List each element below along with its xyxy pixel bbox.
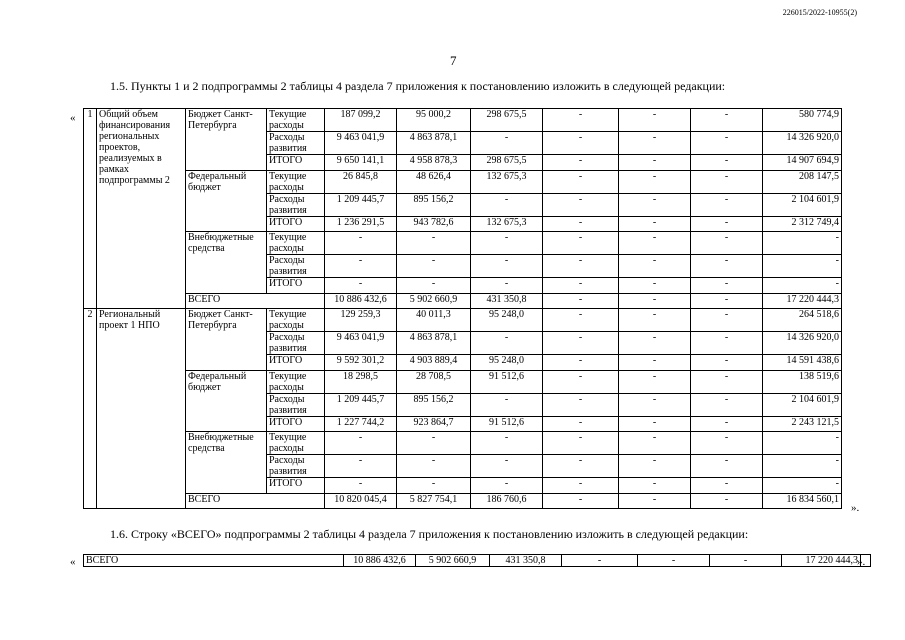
- table-row: [84, 293, 842, 309]
- value-cell: -: [619, 332, 691, 355]
- value-cell: -: [325, 478, 397, 494]
- expense-type: Расходы развития: [267, 332, 325, 355]
- value-cell: -: [619, 216, 691, 232]
- table-row: [84, 493, 842, 509]
- value-cell: 26 845,8: [325, 170, 397, 193]
- value-cell: -: [325, 455, 397, 478]
- value-cell: 431 350,8: [490, 555, 562, 567]
- value-cell: -: [763, 478, 842, 494]
- value-cell: -: [543, 355, 619, 371]
- value-cell: 943 782,6: [397, 216, 471, 232]
- expense-type: ИТОГО: [267, 278, 325, 294]
- expense-type: Текущие расходы: [267, 232, 325, 255]
- value-cell: -: [691, 332, 763, 355]
- value-cell: -: [397, 255, 471, 278]
- value-cell: -: [543, 416, 619, 432]
- value-cell: -: [397, 478, 471, 494]
- close-quote: ».: [857, 556, 866, 568]
- value-cell: -: [619, 393, 691, 416]
- value-cell: 95 248,0: [471, 355, 543, 371]
- page-number: 7: [450, 53, 457, 68]
- funding-table: [83, 108, 842, 509]
- value-cell: 2 243 121,5: [763, 416, 842, 432]
- value-cell: 18 298,5: [325, 370, 397, 393]
- value-cell: 208 147,5: [763, 170, 842, 193]
- value-cell: 10 886 432,6: [344, 555, 416, 567]
- value-cell: 48 626,4: [397, 170, 471, 193]
- value-cell: -: [471, 132, 543, 155]
- value-cell: -: [543, 493, 619, 509]
- value-cell: 298 675,5: [471, 155, 543, 171]
- value-cell: 923 864,7: [397, 416, 471, 432]
- value-cell: 138 519,6: [763, 370, 842, 393]
- value-cell: -: [619, 132, 691, 155]
- value-cell: -: [691, 193, 763, 216]
- value-cell: 4 863 878,1: [397, 332, 471, 355]
- funding-source: Бюджет Санкт-Петербурга: [186, 109, 267, 171]
- table-row: [84, 432, 842, 455]
- summary-table: [83, 554, 871, 567]
- value-cell: -: [763, 432, 842, 455]
- value-cell: -: [619, 478, 691, 494]
- value-cell: -: [543, 332, 619, 355]
- value-cell: -: [543, 193, 619, 216]
- value-cell: 2 104 601,9: [763, 393, 842, 416]
- value-cell: -: [619, 455, 691, 478]
- value-cell: 14 326 920,0: [763, 332, 842, 355]
- expense-type: Расходы развития: [267, 393, 325, 416]
- value-cell: 1 236 291,5: [325, 216, 397, 232]
- value-cell: 4 958 878,3: [397, 155, 471, 171]
- value-cell: 186 760,6: [471, 493, 543, 509]
- expense-type: Текущие расходы: [267, 432, 325, 455]
- value-cell: -: [691, 232, 763, 255]
- value-cell: -: [619, 370, 691, 393]
- value-cell: 40 011,3: [397, 309, 471, 332]
- expense-type: ИТОГО: [267, 478, 325, 494]
- value-cell: -: [543, 232, 619, 255]
- expense-type: Текущие расходы: [267, 309, 325, 332]
- value-cell: -: [691, 432, 763, 455]
- value-cell: -: [710, 555, 782, 567]
- value-cell: -: [619, 309, 691, 332]
- table-row: [84, 555, 871, 567]
- value-cell: -: [619, 293, 691, 309]
- value-cell: -: [691, 170, 763, 193]
- value-cell: 187 099,2: [325, 109, 397, 132]
- value-cell: -: [471, 278, 543, 294]
- value-cell: -: [691, 478, 763, 494]
- value-cell: 895 156,2: [397, 393, 471, 416]
- funding-source: Внебюджетные средства: [186, 432, 267, 494]
- expense-type: Текущие расходы: [267, 370, 325, 393]
- value-cell: -: [691, 278, 763, 294]
- value-cell: -: [691, 416, 763, 432]
- expense-type: ИТОГО: [267, 416, 325, 432]
- value-cell: 91 512,6: [471, 416, 543, 432]
- value-cell: 14 591 438,6: [763, 355, 842, 371]
- value-cell: -: [543, 393, 619, 416]
- value-cell: -: [619, 232, 691, 255]
- value-cell: -: [471, 193, 543, 216]
- value-cell: 895 156,2: [397, 193, 471, 216]
- value-cell: -: [397, 278, 471, 294]
- value-cell: -: [325, 278, 397, 294]
- value-cell: 1 227 744,2: [325, 416, 397, 432]
- value-cell: -: [543, 478, 619, 494]
- value-cell: 95 000,2: [397, 109, 471, 132]
- value-cell: 17 220 444,3: [763, 293, 842, 309]
- value-cell: 129 259,3: [325, 309, 397, 332]
- expense-type: ИТОГО: [267, 355, 325, 371]
- value-cell: 95 248,0: [471, 309, 543, 332]
- value-cell: 580 774,9: [763, 109, 842, 132]
- value-cell: -: [619, 193, 691, 216]
- value-cell: -: [543, 170, 619, 193]
- value-cell: -: [471, 332, 543, 355]
- project-name: Региональный проект 1 НПО: [97, 309, 186, 509]
- expense-type: ИТОГО: [267, 155, 325, 171]
- section-heading-1-5: 1.5. Пункты 1 и 2 подпрограммы 2 таблицы 4 раздела 7 приложения к постановлению изложить в следующей редакции:: [110, 79, 726, 93]
- value-cell: -: [691, 216, 763, 232]
- value-cell: -: [325, 432, 397, 455]
- value-cell: -: [325, 232, 397, 255]
- expense-type: Расходы развития: [267, 255, 325, 278]
- value-cell: 28 708,5: [397, 370, 471, 393]
- expense-type: Текущие расходы: [267, 109, 325, 132]
- value-cell: 1 209 445,7: [325, 393, 397, 416]
- value-cell: -: [763, 278, 842, 294]
- value-cell: 17 220 444,3: [782, 555, 861, 567]
- value-cell: -: [543, 278, 619, 294]
- value-cell: -: [619, 278, 691, 294]
- value-cell: -: [691, 370, 763, 393]
- value-cell: -: [691, 355, 763, 371]
- value-cell: 91 512,6: [471, 370, 543, 393]
- value-cell: 14 907 694,9: [763, 155, 842, 171]
- row-number: 1: [84, 109, 97, 309]
- value-cell: 14 326 920,0: [763, 132, 842, 155]
- value-cell: -: [763, 232, 842, 255]
- total-label: ВСЕГО: [84, 555, 344, 567]
- value-cell: 10 886 432,6: [325, 293, 397, 309]
- document-number: 226015/2022-10955(2): [782, 8, 857, 17]
- value-cell: -: [691, 109, 763, 132]
- value-cell: -: [543, 216, 619, 232]
- total-label: ВСЕГО: [186, 293, 325, 309]
- expense-type: Текущие расходы: [267, 170, 325, 193]
- expense-type: Расходы развития: [267, 193, 325, 216]
- value-cell: -: [543, 455, 619, 478]
- value-cell: 9 592 301,2: [325, 355, 397, 371]
- expense-type: Расходы развития: [267, 455, 325, 478]
- value-cell: 9 650 141,1: [325, 155, 397, 171]
- expense-type: Расходы развития: [267, 132, 325, 155]
- value-cell: 4 863 878,1: [397, 132, 471, 155]
- value-cell: -: [543, 132, 619, 155]
- value-cell: 298 675,5: [471, 109, 543, 132]
- value-cell: -: [619, 493, 691, 509]
- table-row: [84, 309, 842, 332]
- value-cell: -: [471, 393, 543, 416]
- value-cell: -: [471, 432, 543, 455]
- value-cell: -: [619, 155, 691, 171]
- value-cell: 5 827 754,1: [397, 493, 471, 509]
- total-label: ВСЕГО: [186, 493, 325, 509]
- value-cell: -: [619, 432, 691, 455]
- close-quote: ».: [851, 502, 860, 514]
- value-cell: 431 350,8: [471, 293, 543, 309]
- value-cell: 10 820 045,4: [325, 493, 397, 509]
- value-cell: -: [638, 555, 710, 567]
- value-cell: -: [691, 393, 763, 416]
- table-row: [84, 109, 842, 132]
- value-cell: -: [397, 432, 471, 455]
- value-cell: -: [543, 370, 619, 393]
- value-cell: -: [471, 255, 543, 278]
- value-cell: 2 104 601,9: [763, 193, 842, 216]
- value-cell: 5 902 660,9: [397, 293, 471, 309]
- expense-type: ИТОГО: [267, 216, 325, 232]
- open-quote: «: [70, 556, 76, 568]
- open-quote: «: [70, 112, 76, 124]
- value-cell: -: [619, 416, 691, 432]
- value-cell: -: [562, 555, 638, 567]
- value-cell: -: [691, 155, 763, 171]
- value-cell: 4 903 889,4: [397, 355, 471, 371]
- value-cell: -: [543, 255, 619, 278]
- value-cell: -: [763, 455, 842, 478]
- section-heading-1-6: 1.6. Строку «ВСЕГО» подпрограммы 2 таблицы 4 раздела 7 приложения к постановлению изложить в следующей редакции:: [110, 527, 749, 541]
- table-row: [84, 232, 842, 255]
- row-number: 2: [84, 309, 97, 509]
- value-cell: -: [691, 309, 763, 332]
- value-cell: 132 675,3: [471, 216, 543, 232]
- funding-source: Федеральный бюджет: [186, 370, 267, 432]
- value-cell: -: [691, 455, 763, 478]
- project-name: Общий объем финансирования региональных проектов, реализуемых в рамках подпрограммы 2: [97, 109, 186, 309]
- value-cell: 264 518,6: [763, 309, 842, 332]
- value-cell: -: [619, 255, 691, 278]
- value-cell: -: [471, 478, 543, 494]
- value-cell: -: [691, 293, 763, 309]
- value-cell: -: [691, 493, 763, 509]
- value-cell: 132 675,3: [471, 170, 543, 193]
- value-cell: -: [619, 170, 691, 193]
- funding-source: Бюджет Санкт-Петербурга: [186, 309, 267, 371]
- value-cell: -: [619, 109, 691, 132]
- value-cell: -: [543, 309, 619, 332]
- funding-source: Внебюджетные средства: [186, 232, 267, 294]
- value-cell: -: [397, 455, 471, 478]
- value-cell: -: [619, 355, 691, 371]
- value-cell: -: [397, 232, 471, 255]
- value-cell: -: [763, 255, 842, 278]
- value-cell: 2 312 749,4: [763, 216, 842, 232]
- value-cell: 9 463 041,9: [325, 132, 397, 155]
- value-cell: -: [325, 255, 397, 278]
- value-cell: -: [543, 155, 619, 171]
- value-cell: -: [543, 293, 619, 309]
- value-cell: 5 902 660,9: [416, 555, 490, 567]
- value-cell: -: [471, 232, 543, 255]
- value-cell: 16 834 560,1: [763, 493, 842, 509]
- table-row: [84, 370, 842, 393]
- value-cell: -: [471, 455, 543, 478]
- funding-source: Федеральный бюджет: [186, 170, 267, 232]
- value-cell: -: [543, 109, 619, 132]
- value-cell: 1 209 445,7: [325, 193, 397, 216]
- table-row: [84, 170, 842, 193]
- value-cell: -: [691, 132, 763, 155]
- value-cell: -: [543, 432, 619, 455]
- value-cell: 9 463 041,9: [325, 332, 397, 355]
- value-cell: -: [691, 255, 763, 278]
